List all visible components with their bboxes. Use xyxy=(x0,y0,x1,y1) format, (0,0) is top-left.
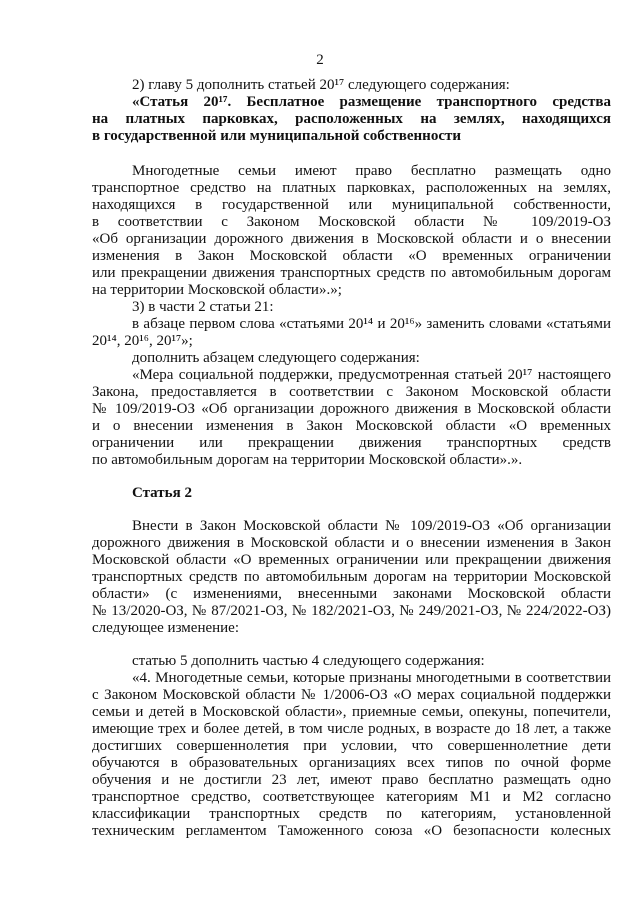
text-line: классификации транспортных средств по категориям, установленной xyxy=(92,806,611,822)
text-line: на территории Московской области».»; xyxy=(92,282,342,298)
text-line: транспортное средство на платных парковках, расположенных на землях, xyxy=(92,180,611,196)
article-5-amendment-block xyxy=(92,653,611,840)
amendment-chapter5-block xyxy=(92,77,611,145)
article-2-heading-block xyxy=(92,485,611,502)
text-line: дополнить абзацем следующего содержания: xyxy=(132,350,420,366)
text-line: достигших совершеннолетия при условии, что совершеннолетние дети xyxy=(92,738,611,754)
text-line: на платных парковках, расположенных на землях, находящихся xyxy=(92,111,611,127)
text-line: «Об организации дорожного движения в Московской области и о внесении xyxy=(92,231,611,247)
text-line: Многодетные семьи имеют право бесплатно размещать одно xyxy=(132,163,611,179)
text-line: техническим регламентом Таможенного союза «О безопасности колесных xyxy=(92,823,611,839)
text-line: по автомобильным дорогам на территории Московской области».». xyxy=(92,452,523,468)
text-line: «4. Многодетные семьи, которые признаны многодетными в соответствии xyxy=(132,670,611,686)
text-line: № 109/2019-ОЗ «Об организации дорожного движения в Московской области xyxy=(92,401,611,417)
article-2-intro-block xyxy=(92,518,611,637)
text-line: 20¹⁴, 20¹⁶, 20¹⁷»; xyxy=(92,333,193,349)
text-line: области» (с изменениями, внесенными законами Московской области xyxy=(92,586,611,602)
article-20-17-text-block xyxy=(92,163,611,469)
page-number: 2 xyxy=(316,52,324,68)
text-line: № 13/2020-ОЗ, № 87/2021-ОЗ, № 182/2021-ОЗ, № 249/2021-ОЗ, № 224/2022-ОЗ) xyxy=(92,603,611,619)
text-line: транспортное средство, соответствующее категориям М1 и М2 согласно xyxy=(92,789,611,805)
text-line: ограничении или прекращении движения транспортных средств xyxy=(92,435,611,451)
text-line: обучаются в образовательных организациях всех типов по очной форме xyxy=(92,755,611,771)
text-line: следующее изменение: xyxy=(92,620,240,636)
text-line: 3) в части 2 статьи 21: xyxy=(132,299,274,315)
text-line: обучения и не достигли 23 лет, имеют право бесплатно размещать одно xyxy=(92,772,611,788)
text-line: 2) главу 5 дополнить статьей 20¹⁷ следующего содержания: xyxy=(132,77,510,93)
text-line: «Мера социальной поддержки, предусмотренная статьей 20¹⁷ настоящего xyxy=(132,367,611,383)
text-line: изменения в Закон Московской области «О временных ограничении xyxy=(92,248,611,264)
text-line: в абзаце первом слова «статьями 20¹⁴ и 20¹⁶» заменить словами «статьями xyxy=(132,316,611,332)
text-line: в соответствии с Законом Московской области № 109/2019-ОЗ xyxy=(92,214,611,230)
text-line: Московской области «О временных ограничении или прекращении движения xyxy=(92,552,611,568)
text-line: «Статья 20¹⁷. Бесплатное размещение транспортного средства xyxy=(132,94,611,110)
text-line: имеющие трех и более детей, в том числе родных, в возрасте до 18 лет, а также xyxy=(92,721,611,737)
text-line: Закона, предоставляется в соответствии с Законом Московской области xyxy=(92,384,611,400)
text-line: с Законом Московской области № 1/2006-ОЗ «О мерах социальной поддержки xyxy=(92,687,611,703)
text-line: семьи и детей в Московской области», приемные семьи, опекуны, попечители, xyxy=(92,704,611,720)
text-line: транспортных средств по автомобильным дорогам на территории Московской xyxy=(92,569,611,585)
text-line: в государственной или муниципальной собственности xyxy=(92,128,461,144)
text-line: Внести в Закон Московской области № 109/2019-ОЗ «Об организации xyxy=(132,518,611,534)
text-line: или прекращении движения транспортных средств по автомобильным дорогам xyxy=(92,265,611,281)
text-line: и о внесении изменения в Закон Московской области «О временных xyxy=(92,418,611,434)
text-line: Статья 2 xyxy=(132,485,192,501)
text-line: находящихся в государственной или муниципальной собственности, xyxy=(92,197,611,213)
text-line: статью 5 дополнить частью 4 следующего содержания: xyxy=(132,653,485,669)
text-line: дорожного движения в Московской области и о внесении изменения в Закон xyxy=(92,535,611,551)
